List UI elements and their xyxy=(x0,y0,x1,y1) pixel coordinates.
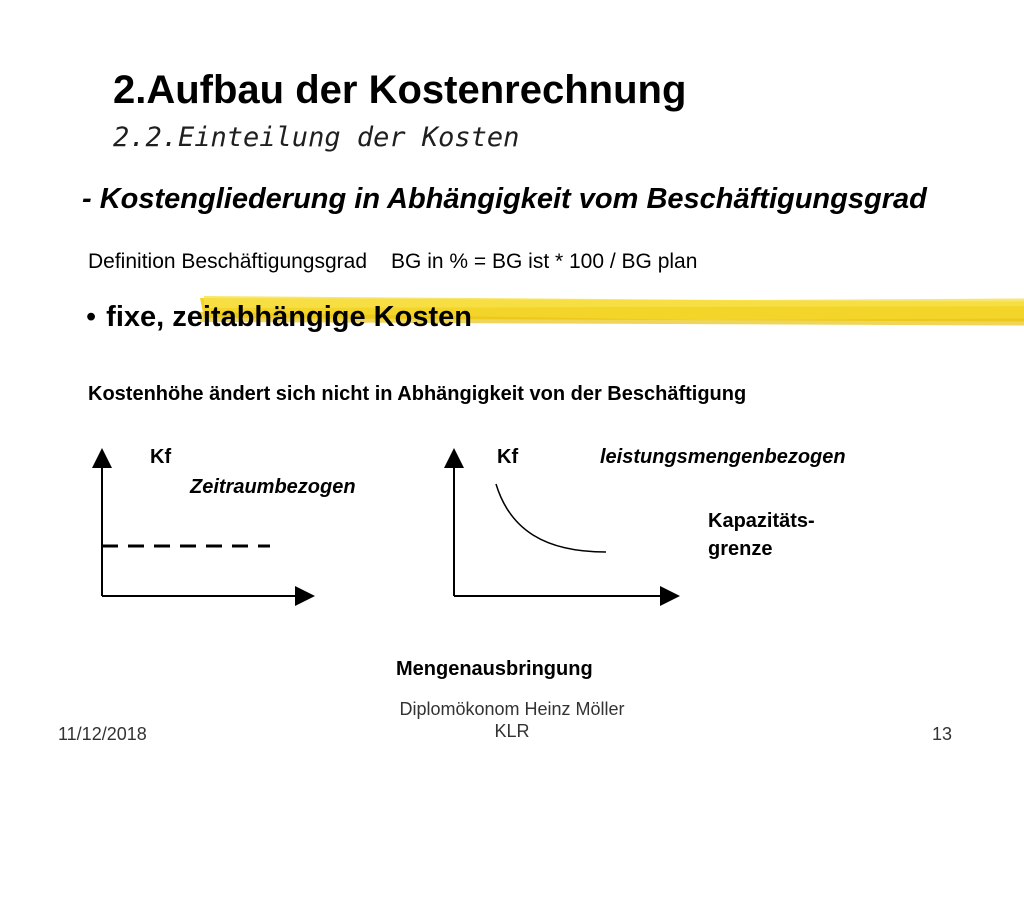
slide-title: 2.Aufbau der Kostenrechnung xyxy=(113,68,687,112)
bullet-dot-icon: • xyxy=(86,301,97,333)
footer-course: KLR xyxy=(494,721,530,741)
x-axis-label: Mengenausbringung xyxy=(396,658,593,680)
definition-formula: BG in % = BG ist * 100 / BG plan xyxy=(391,250,698,273)
definition-label: Definition Beschäftigungsgrad xyxy=(88,250,368,273)
capacity-label-line1: Kapazitäts- xyxy=(708,510,815,532)
statement-text: Kostenhöhe ändert sich nicht in Abhängigkeit von der Beschäftigung xyxy=(88,383,747,405)
slide-subtitle: 2.2.Einteilung der Kosten xyxy=(113,122,520,153)
footer-center xyxy=(362,698,662,742)
unit-fixed-cost-curve xyxy=(496,484,606,552)
right-curve-label: leistungsmengenbezogen xyxy=(600,446,846,468)
section-heading: - Kostengliederung in Abhängigkeit vom Beschäftigungsgrad xyxy=(82,183,927,215)
bullet-text: fixe, zeitabhängige Kosten xyxy=(106,301,472,333)
left-line-label: Zeitraumbezogen xyxy=(190,476,356,498)
footer-author: Diplomökonom Heinz Möller xyxy=(399,699,625,719)
capacity-label-line2: grenze xyxy=(708,538,773,560)
page-number: 13 xyxy=(932,724,953,744)
left-y-axis-label: Kf xyxy=(150,446,172,468)
footer-date: 11/12/2018 xyxy=(58,724,147,744)
right-y-axis-label: Kf xyxy=(497,446,519,468)
